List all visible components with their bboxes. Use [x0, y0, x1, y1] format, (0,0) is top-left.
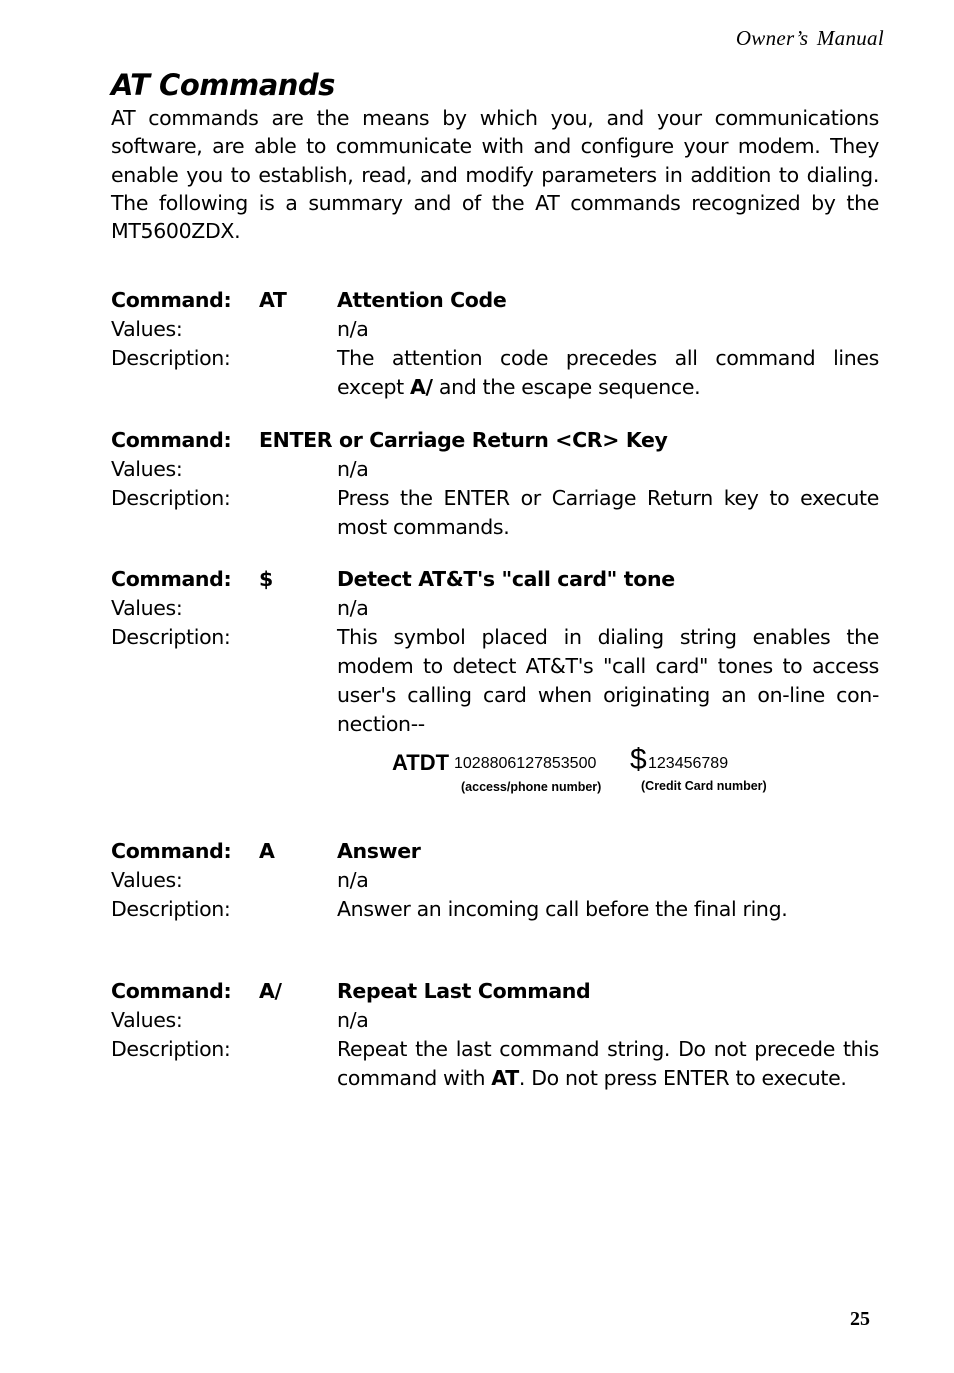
values-row [111, 1006, 879, 1035]
command-row [111, 977, 879, 1006]
command-label: Command: [111, 839, 232, 863]
description-part: and the escape sequence. [432, 375, 701, 399]
description-text [337, 1035, 879, 1093]
description-text: Answer an incoming call before the final ring. [337, 897, 788, 921]
values-label: Values: [111, 457, 183, 481]
values-row [111, 455, 879, 484]
command-name: Repeat Last Command [337, 979, 591, 1003]
description-text: Press the ENTER or Carriage Return key to execute most commands. [337, 486, 879, 539]
values-label: Values: [111, 317, 183, 341]
description-bold: A/ [410, 375, 433, 399]
values-row [111, 594, 879, 623]
values-value: n/a [337, 457, 369, 481]
description-part: . Do not press ENTER to execute. [518, 1066, 847, 1090]
values-row [111, 866, 879, 895]
description-text [337, 344, 879, 402]
example-caption-card: (Credit Card number) [641, 779, 767, 793]
values-label: Values: [111, 1008, 183, 1032]
command-label: Command: [111, 567, 232, 591]
example-prefix: ATDT [392, 750, 450, 775]
command-block-dollar [111, 565, 879, 739]
values-label: Values: [111, 868, 183, 892]
description-label: Description: [111, 625, 231, 649]
description-label: Description: [111, 346, 231, 370]
description-label: Description: [111, 1037, 231, 1061]
description-row [111, 895, 879, 924]
command-key: $ [259, 567, 273, 591]
command-key: AT [259, 288, 287, 312]
description-label: Description: [111, 897, 231, 921]
command-key: A/ [259, 979, 282, 1003]
description-row [111, 1035, 879, 1093]
example-caption-access: (access/phone number) [461, 780, 602, 794]
command-name: Detect AT&T's "call card" tone [337, 567, 675, 591]
description-label: Description: [111, 486, 231, 510]
values-value: n/a [337, 868, 369, 892]
command-block-repeat [111, 977, 879, 1093]
dial-string-example [392, 744, 812, 804]
running-header: Owner’s Manual [735, 26, 884, 50]
command-block-at [111, 286, 879, 402]
description-row [111, 623, 879, 739]
command-block-answer [111, 837, 879, 924]
command-row [111, 286, 879, 315]
example-card-number: 123456789 [648, 755, 729, 772]
values-label: Values: [111, 596, 183, 620]
description-part: Repeat the last command string. Do not precede this command with [337, 1037, 879, 1090]
command-block-enter [111, 426, 879, 542]
example-dollar-symbol: $ [630, 743, 647, 776]
values-value: n/a [337, 1008, 369, 1032]
description-text: This symbol placed in dialing string enables the modem to detect AT&T's "call card" tones to access user's calling card when originating an on-line con-nection-- [337, 625, 879, 736]
values-row [111, 315, 879, 344]
values-value: n/a [337, 596, 369, 620]
command-row [111, 565, 879, 594]
command-row [111, 426, 879, 455]
command-key: A [259, 839, 275, 863]
command-name: Attention Code [337, 288, 507, 312]
description-bold: AT [491, 1066, 519, 1090]
description-row [111, 344, 879, 402]
intro-paragraph: AT commands are the means by which you, and your communications software, are able to communicate with and configure your modem. They enable you to establish, read, and modify parameters in addition to dialing. The following is a summary and of the AT commands recognized by the MT5600ZDX. [111, 106, 879, 244]
command-name: ENTER or Carriage Return <CR> Key [259, 428, 668, 452]
example-access-number: 1028806127853500 [454, 755, 597, 772]
description-row [111, 484, 879, 542]
command-name: Answer [337, 839, 421, 863]
command-label: Command: [111, 428, 232, 452]
description-part: The attention code precedes all command lines except [337, 346, 879, 399]
values-value: n/a [337, 317, 369, 341]
command-label: Command: [111, 979, 232, 1003]
page-number: 25 [850, 1308, 870, 1330]
section-title: AT Commands [111, 68, 335, 102]
command-label: Command: [111, 288, 232, 312]
command-row [111, 837, 879, 866]
